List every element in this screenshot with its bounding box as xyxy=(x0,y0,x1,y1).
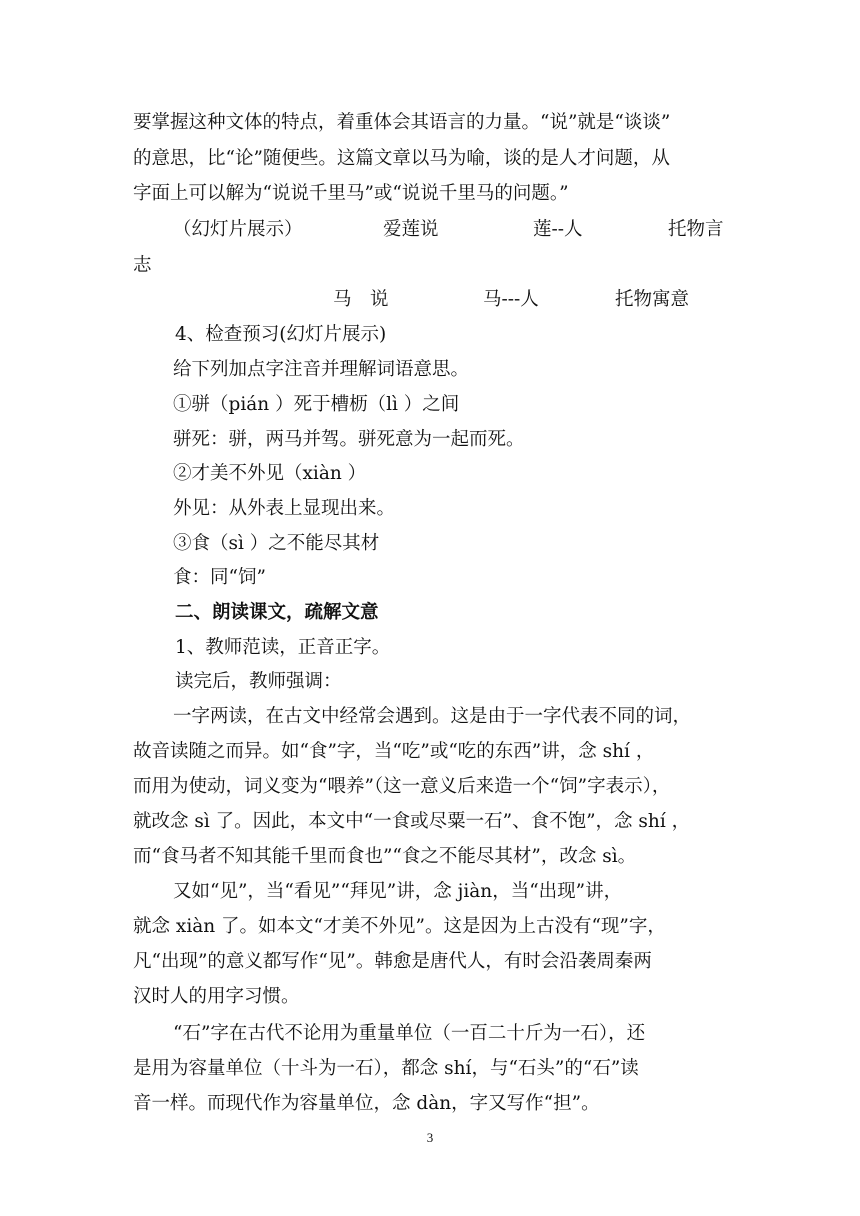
para-jian-line-3: 凡“出现”的意义都写作“见”。韩愈是唐代人，有时会沿袭周秦两 xyxy=(133,951,652,972)
preview-item-3-explain: 食：同“饲” xyxy=(173,567,266,588)
para-yizi-line-3: 而用为使动，词义变为“喂养”（这一意义后来造一个“饲”字表示）， xyxy=(133,776,671,797)
para-yizi-line-4: 就改念 sì 了。因此，本文中“一食或尽粟一石”、食不饱”，念 shí ， xyxy=(133,811,691,832)
para-jian-line-4: 汉时人的用字习惯。 xyxy=(133,986,300,1007)
slide-row2-col1: 马 说 xyxy=(333,289,389,310)
section2-heading: 二、朗读课文，疏解文意 xyxy=(175,602,379,623)
para-yizi-line-1: 一字两读，在古文中经常会遇到。这是由于一字代表不同的词， xyxy=(173,706,692,727)
preview-item-1: ①骈（pián ）死于槽枥（lì ）之间 xyxy=(173,394,460,415)
page-number: 3 xyxy=(426,1130,434,1145)
slide-row1-col3: 莲--人 xyxy=(533,219,583,240)
para-shi-line-2: 是用为容量单位（十斗为一石），都念 shí，与“石头”的“石”读 xyxy=(133,1058,639,1079)
para-jian-line-2: 就念 xiàn 了。如本文“才美不外见”。这是因为上古没有“现”字， xyxy=(133,916,666,937)
preview-item-1-explain: 骈死：骈，两马并驾。骈死意为一起而死。 xyxy=(173,429,525,450)
intro-line-2: 的意思，比“论”随便些。这篇文章以马为喻，谈的是人才问题，从 xyxy=(133,148,670,169)
intro-line-3: 字面上可以解为“说说千里马”或“说说千里马的问题。” xyxy=(133,183,569,204)
slide-row1-col1: （幻灯片展示） xyxy=(173,219,303,240)
preview-item-2-explain: 外见：从外表上显现出来。 xyxy=(173,498,396,519)
slide-row1-wrap: 志 xyxy=(133,255,152,276)
slide-row2-col2: 马---人 xyxy=(483,289,539,310)
preview-item-3: ③食（sì ）之不能尽其材 xyxy=(173,533,380,554)
section2-item-2: 读完后，教师强调： xyxy=(175,671,342,692)
para-yizi-line-2: 故音读随之而异。如“食”字，当“吃”或“吃的东西”讲，念 shí ， xyxy=(133,741,655,762)
para-yizi-line-5: 而“食马者不知其能千里而食也”“食之不能尽其材”，改念 sì。 xyxy=(133,846,637,867)
section2-item-1: 1、教师范读，正音正字。 xyxy=(175,637,391,658)
preview-heading: 4、检查预习(幻灯片展示) xyxy=(175,324,387,345)
preview-item-2: ②才美不外见（xiàn ） xyxy=(173,463,367,484)
para-shi-line-3: 音一样。而现代作为容量单位，念 dàn，字又写作“担”。 xyxy=(133,1093,600,1114)
slide-row1-col2: 爱莲说 xyxy=(383,219,439,240)
slide-row1-col4: 托物言 xyxy=(668,219,724,240)
intro-line-1: 要掌握这种文体的特点，着重体会其语言的力量。“说”就是“谈谈” xyxy=(133,112,671,133)
preview-instruction: 给下列加点字注音并理解词语意思。 xyxy=(173,359,470,380)
para-shi-line-1: “石”字在古代不论用为重量单位（一百二十斤为一石），还 xyxy=(173,1023,646,1044)
slide-row2-col3: 托物寓意 xyxy=(615,289,690,310)
para-jian-line-1: 又如“见”，当“看见”“拜见”讲，念 jiàn，当“出现”讲， xyxy=(173,881,623,902)
